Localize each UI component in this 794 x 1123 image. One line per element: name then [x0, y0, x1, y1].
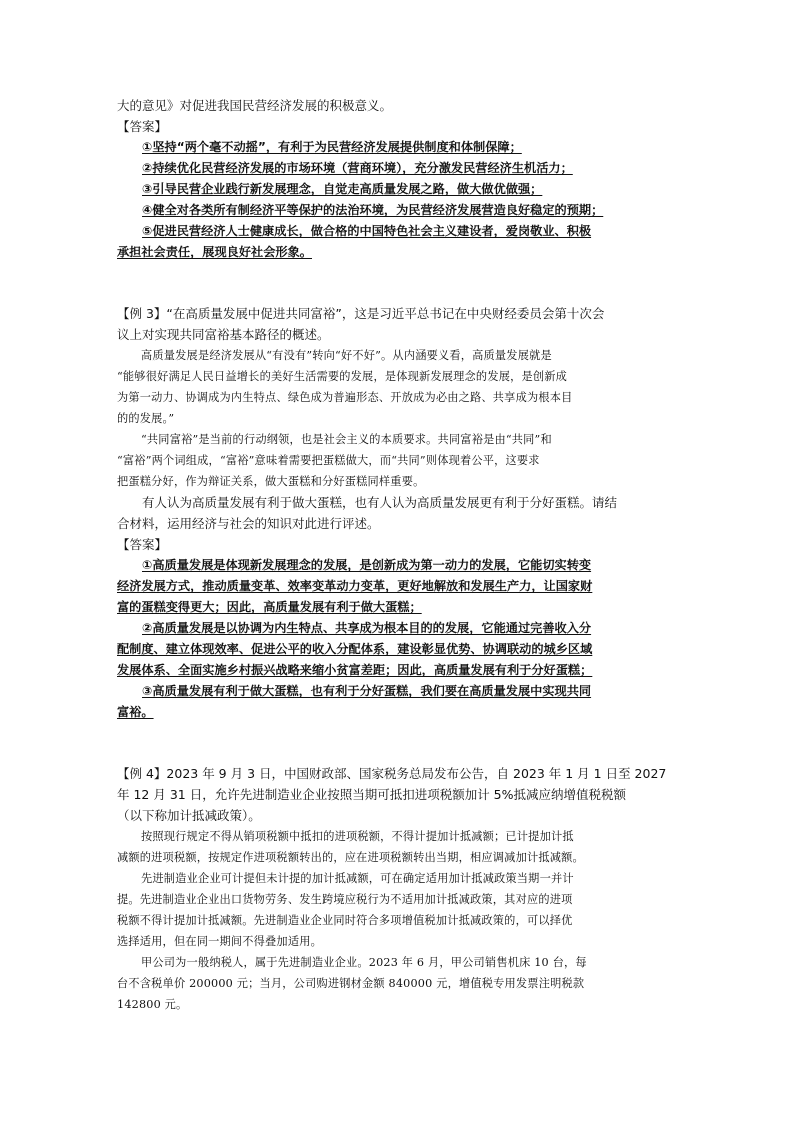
example3-material-line: “能够很好满足人民日益增长的美好生活需要的发展，是体现新发展理念的发展，是创新成: [117, 370, 568, 383]
answer-point-3: ③引导民营企业践行新发展理念，自觉走高质量发展之路，做大做优做强；: [142, 182, 543, 196]
example4-material-line: 税额不得计提加计抵减额。先进制造业企业同时符合多项增值税加计抵减政策的，可以择优: [117, 914, 573, 927]
example4-material-line: 台不含税单价 200000 元；当月，公司购进钢材金额 840000 元，增值税专用发票注明税款: [117, 977, 585, 990]
document-body: [117, 95, 682, 1015]
example3-answer-line: 富裕。: [117, 705, 154, 719]
example3-answer-line: ③高质量发展有利于做大蛋糕，也有利于分好蛋糕，我们要在高质量发展中实现共同: [142, 684, 592, 698]
example3-material-line: “共同富裕”是当前的行动纲领，也是社会主义的本质要求。共同富裕是由“共同”和: [141, 433, 552, 446]
example3-answer-line: 发展体系、全面实施乡村振兴战略来缩小贫富差距；因此，高质量发展有利于分好蛋糕；: [117, 663, 593, 677]
example4-intro-line: 【例 4】2023 年 9 月 3 日，中国财政部、国家税务总局发布公告，自 2023 年 1 月 1 日至 2027: [117, 766, 667, 781]
answer-point-4: ④健全对各类所有制经济平等保护的法治环境，为民营经济发展营造良好稳定的预期；: [142, 203, 604, 217]
example4-material-line: 选择适用，但在同一期间不得叠加适用。: [117, 935, 322, 948]
example3-question-line: 合材料，运用经济与社会的知识对此进行评述。: [117, 516, 380, 531]
example3-material-line: 的的发展。”: [117, 412, 175, 425]
example3-answer-line: ①高质量发展是体现新发展理念的发展，是创新成为第一动力的发展，它能切实转变: [142, 558, 592, 572]
example3-answer-line: 配制度、建立体现效率、促进公平的收入分配体系，建设彰显优势、协调联动的城乡区域: [117, 642, 593, 656]
example3-material-line: 把蛋糕分好，作为辩证关系，做大蛋糕和分好蛋糕同样重要。: [117, 475, 425, 488]
answer-point-5-cont: 承担社会责任，展现良好社会形象。: [117, 245, 312, 259]
example4-material-line: 提。先进制造业企业出口货物劳务、发生跨境应税行为不适用加计抵减政策，其对应的进项: [117, 893, 573, 906]
answer-label: 【答案】: [117, 537, 168, 552]
example3-intro-line: 【例 3】“在高质量发展中促进共同富裕”，这是习近平总书记在中央财经委员会第十次会: [117, 306, 605, 321]
example3-intro-line: 议上对实现共同富裕基本路径的概述。: [117, 327, 330, 342]
example4-material-line: 142800 元。: [117, 998, 188, 1011]
example3-answer-line: 富的蛋糕变得更大；因此，高质量发展有利于做大蛋糕；: [117, 600, 422, 614]
example3-answer-line: ②高质量发展是以协调为内生特点、共享成为根本目的的发展，它能通过完善收入分: [142, 621, 592, 635]
example4-material-line: 先进制造业企业可计提但未计提的加计抵减额，可在确定适用加计抵减政策当期一并计: [141, 872, 574, 885]
answer-point-2: ②持续优化民营经济发展的市场环境（营商环境），充分激发民营经济生机活力；: [142, 161, 573, 175]
example3-question-line: 有人认为高质量发展有利于做大蛋糕，也有人认为高质量发展更有利于分好蛋糕。请结: [142, 495, 618, 510]
example4-intro-line: 年 12 月 31 日，允许先进制造业企业按照当期可抵扣进项税额加计 5%抵减应纳增值税税额: [117, 787, 627, 802]
question-tail: 大的意见》对促进我国民营经济发展的积极意义。: [117, 98, 393, 113]
example4-intro-line: （以下称加计抵减政策）。: [117, 808, 261, 823]
example4-material-line: 甲公司为一般纳税人，属于先进制造业企业。2023 年 6 月，甲公司销售机床 10 台，每: [141, 956, 587, 969]
answer-point-5: ⑤促进民营经济人士健康成长，做合格的中国特色社会主义建设者，爱岗敬业、积极: [142, 224, 592, 238]
example4-material-line: 减额的进项税额，按规定作进项税额转出的，应在进项税额转出当期，相应调减加计抵减额。: [117, 851, 584, 864]
answer-point-1: ①坚持“两个毫不动摇”，有利于为民营经济发展提供制度和体制保障；: [142, 140, 522, 154]
example3-material-line: “富裕”两个词组成，“富裕”意味着需要把蛋糕做大，而“共同”则体现着公平，这要求: [117, 454, 540, 467]
example4-material-line: 按照现行规定不得从销项税额中抵扣的进项税额，不得计提加计抵减额；已计提加计抵: [141, 830, 574, 843]
example3-material-line: 高质量发展是经济发展从“有没有”转向“好不好”。从内涵要义看，高质量发展就是: [141, 349, 552, 362]
example3-material-line: 为第一动力、协调成为内生特点、绿色成为普遍形态、开放成为必由之路、共享成为根本目: [117, 391, 573, 404]
answer-label: 【答案】: [117, 119, 168, 134]
example3-answer-line: 经济发展方式，推动质量变革、效率变革动力变革，更好地解放和发展生产力，让国家财: [117, 579, 593, 593]
